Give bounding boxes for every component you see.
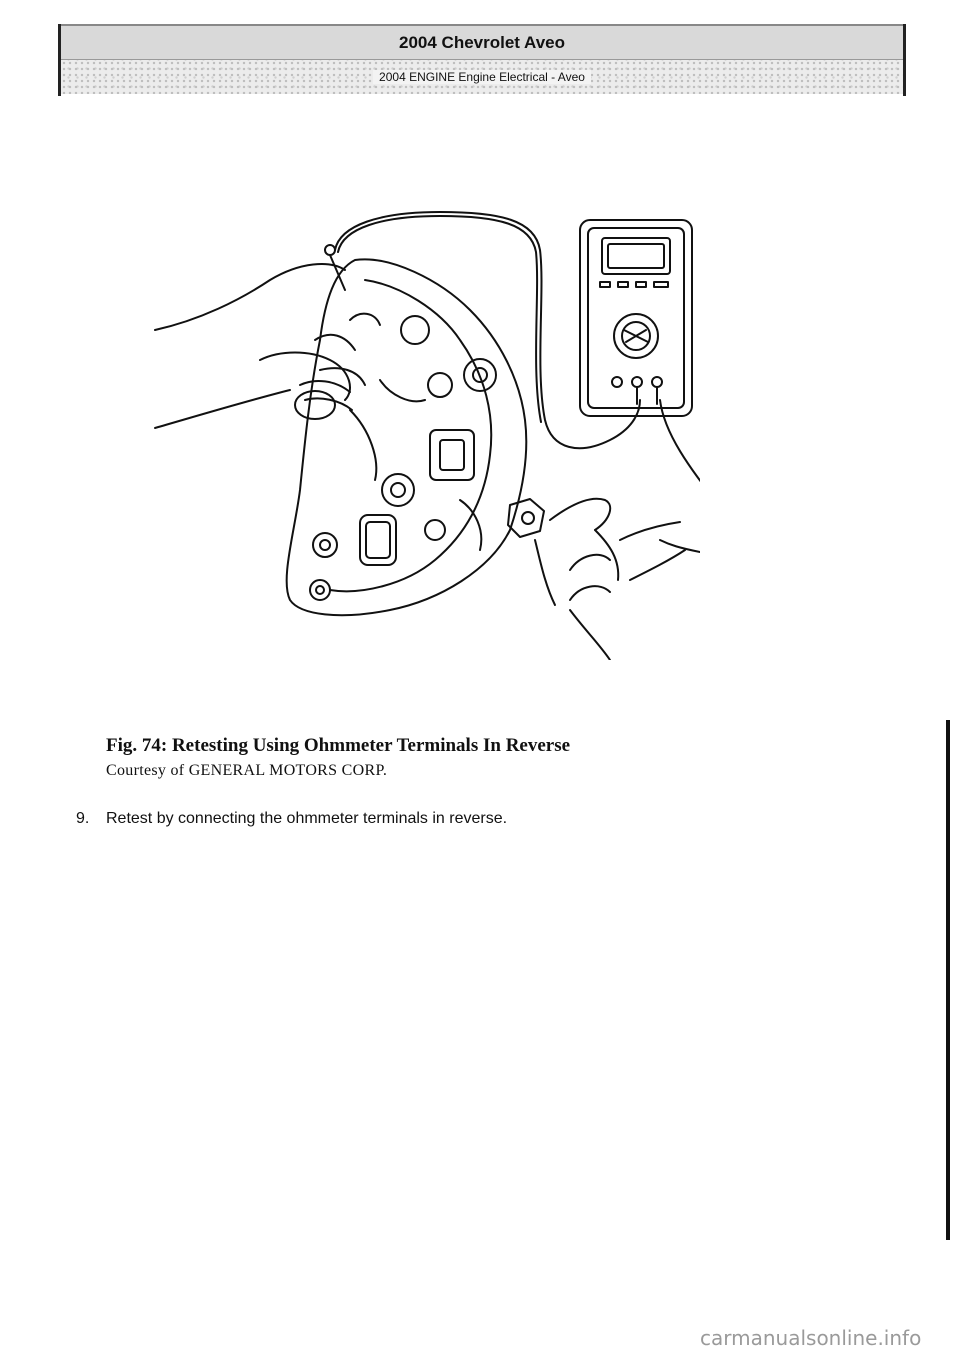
- right-hand-drawing: [535, 499, 685, 660]
- figure-illustration: [140, 200, 700, 660]
- lead-wire-right: [660, 400, 700, 554]
- header-subtitle-bar: [61, 60, 903, 94]
- page-header: [58, 24, 906, 96]
- multimeter-drawing: [580, 220, 692, 416]
- header-title: 2004 Chevrolet Aveo: [61, 24, 903, 60]
- figure-caption: [106, 734, 570, 784]
- header-subtitle: 2004 ENGINE Engine Electrical - Aveo: [373, 70, 591, 84]
- step-number: 9.: [76, 810, 90, 827]
- caption-title: Fig. 74: Retesting Using Ohmmeter Terminals In Reverse: [106, 735, 571, 756]
- alternator-drawing: [287, 245, 544, 615]
- procedure-step: [76, 810, 507, 828]
- left-hand-drawing: [155, 264, 380, 428]
- step-text: Retest by connecting the ohmmeter terminals in reverse.: [106, 810, 508, 827]
- caption-credit: Courtesy of GENERAL MOTORS CORP.: [106, 762, 388, 779]
- watermark-text: carmanualsonline.info: [700, 1326, 922, 1350]
- page-edge-rule: [946, 720, 950, 1240]
